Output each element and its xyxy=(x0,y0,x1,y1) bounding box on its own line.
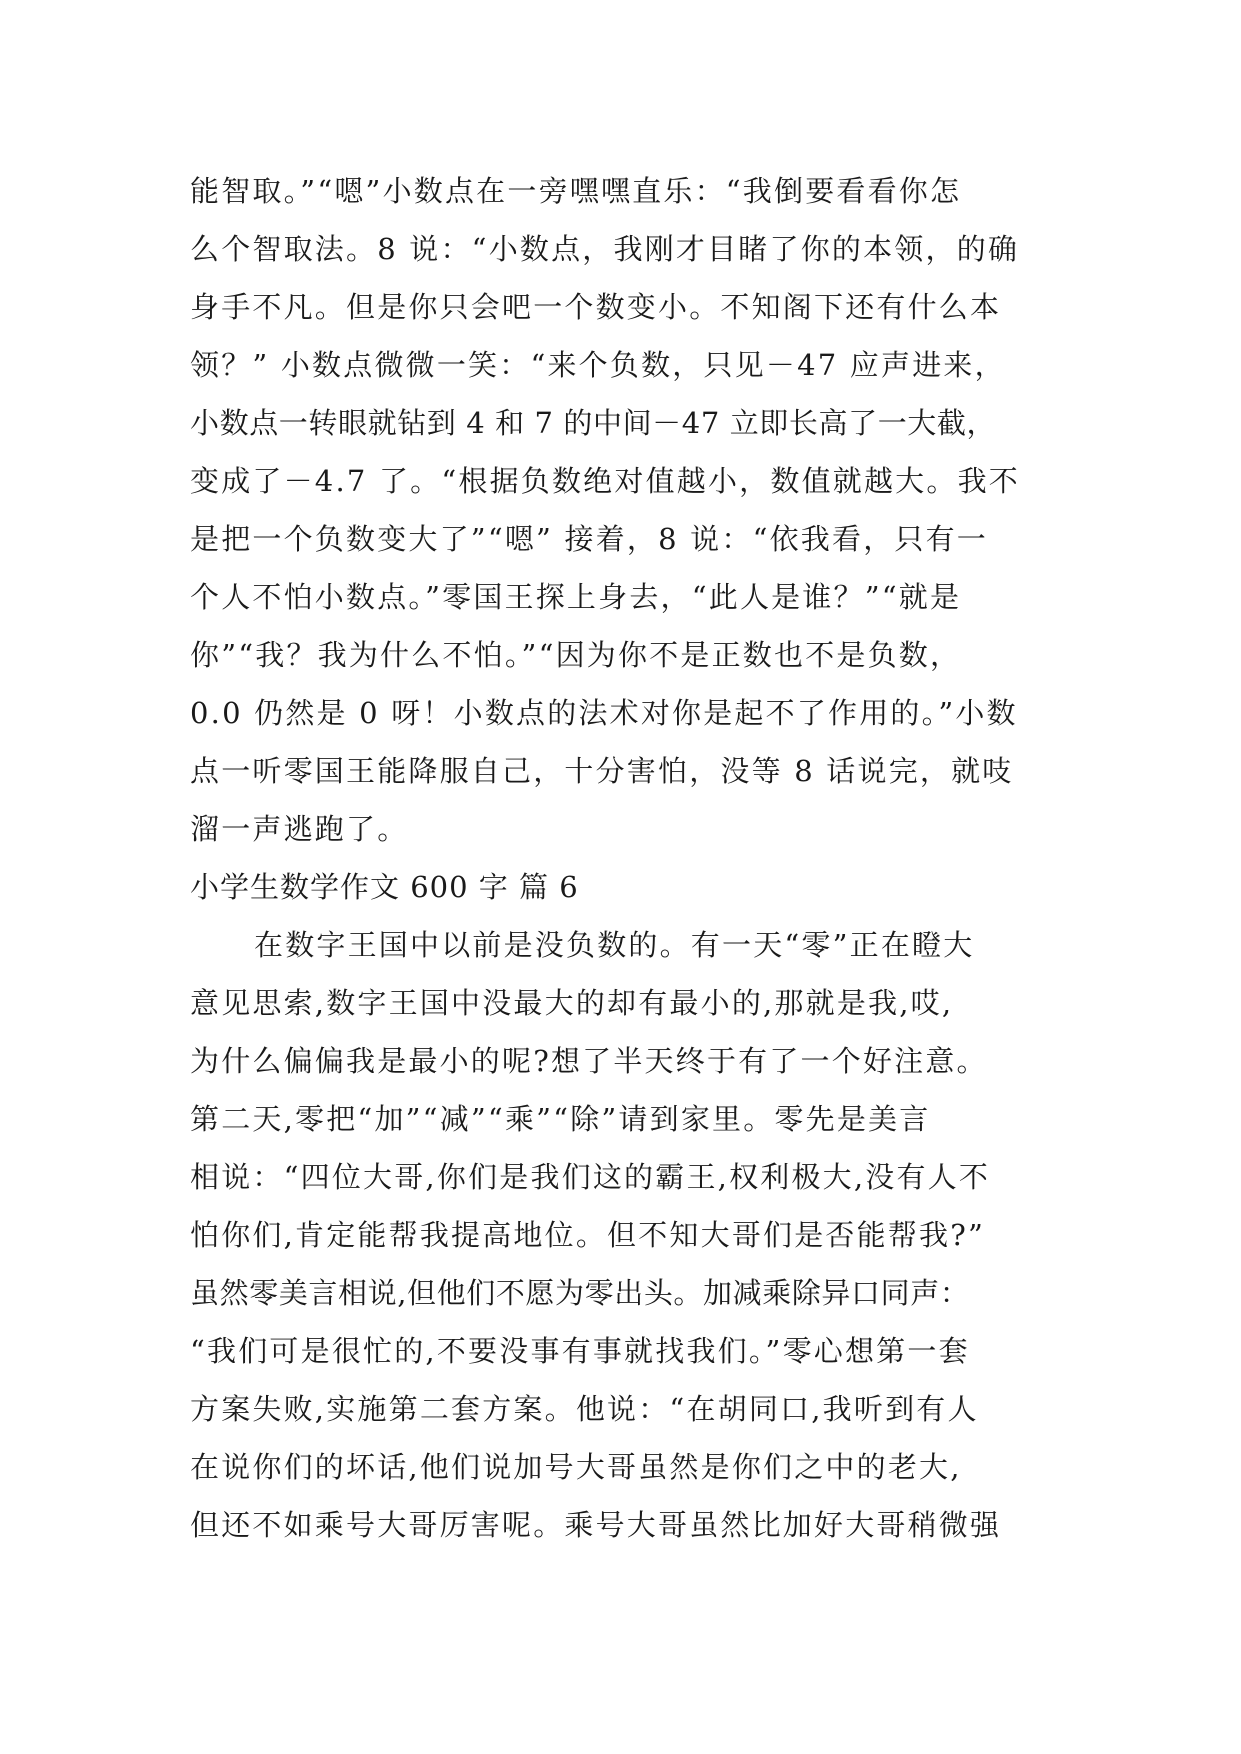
paragraph-line: 虽然零美言相说,但他们不愿为零出头。加减乘除异口同声： xyxy=(190,1276,970,1310)
text-line: 小数点一转眼就钻到 4 和 7 的中间－47 立即长高了一大截， xyxy=(190,406,997,440)
paragraph-line: 第二天,零把“加”“减”“乘”“除”请到家里。零先是美言 xyxy=(190,1102,931,1136)
text-line: 0.0 仍然是 0 呀！小数点的法术对你是起不了作用的。”小数 xyxy=(190,696,1018,730)
document-body xyxy=(190,162,1060,1554)
paragraph-line: 在说你们的坏话,他们说加号大哥虽然是你们之中的老大, xyxy=(190,1450,962,1484)
text-line: 么个智取法。8 说：“小数点，我刚才目睹了你的本领，的确 xyxy=(190,232,1020,266)
paragraph-line: 在数字王国中以前是没负数的。有一天“零”正在瞪大 xyxy=(254,928,975,962)
text-line: 个人不怕小数点。”零国王探上身去，“此人是谁？”“就是 xyxy=(190,580,962,614)
text-line: 溜一声逃跑了。 xyxy=(190,812,409,846)
text-line: 能智取。”“嗯”小数点在一旁嘿嘿直乐：“我倒要看看你怎 xyxy=(190,174,962,208)
paragraph-line: 方案失败,实施第二套方案。他说：“在胡同口,我听到有人 xyxy=(190,1392,979,1426)
text-line: 点一听零国王能降服自己，十分害怕，没等 8 话说完，就吱 xyxy=(190,754,1014,788)
paragraph-line: “我们可是很忙的,不要没事有事就找我们。”零心想第一套 xyxy=(190,1334,970,1368)
paragraph-line: 但还不如乘号大哥厉害呢。乘号大哥虽然比加好大哥稍微强 xyxy=(190,1508,1002,1542)
text-line: 你”“我？我为什么不怕。”“因为你不是正数也不是负数， xyxy=(190,638,962,672)
paragraph-line: 为什么偏偏我是最小的呢?想了半天终于有了一个好注意。 xyxy=(190,1044,988,1078)
paragraph-line: 怕你们,肯定能帮我提高地位。但不知大哥们是否能帮我?” xyxy=(190,1218,985,1252)
paragraph-line: 意见思索,数字王国中没最大的却有最小的,那就是我,哎, xyxy=(190,986,954,1020)
section-heading: 小学生数学作文 600 字 篇 6 xyxy=(190,870,579,904)
paragraph-line: 相说：“四位大哥,你们是我们这的霸王,权利极大,没有人不 xyxy=(190,1160,991,1194)
text-line: 变成了－4.7 了。“根据负数绝对值越小，数值就越大。我不 xyxy=(190,464,1020,498)
text-line: 身手不凡。但是你只会吧一个数变小。不知阁下还有什么本 xyxy=(190,290,1002,324)
text-line: 是把一个负数变大了”“嗯” 接着，8 说：“依我看，只有一 xyxy=(190,522,988,556)
text-line: 领？” 小数点微微一笑：“来个负数，只见－47 应声进来， xyxy=(190,348,1006,382)
